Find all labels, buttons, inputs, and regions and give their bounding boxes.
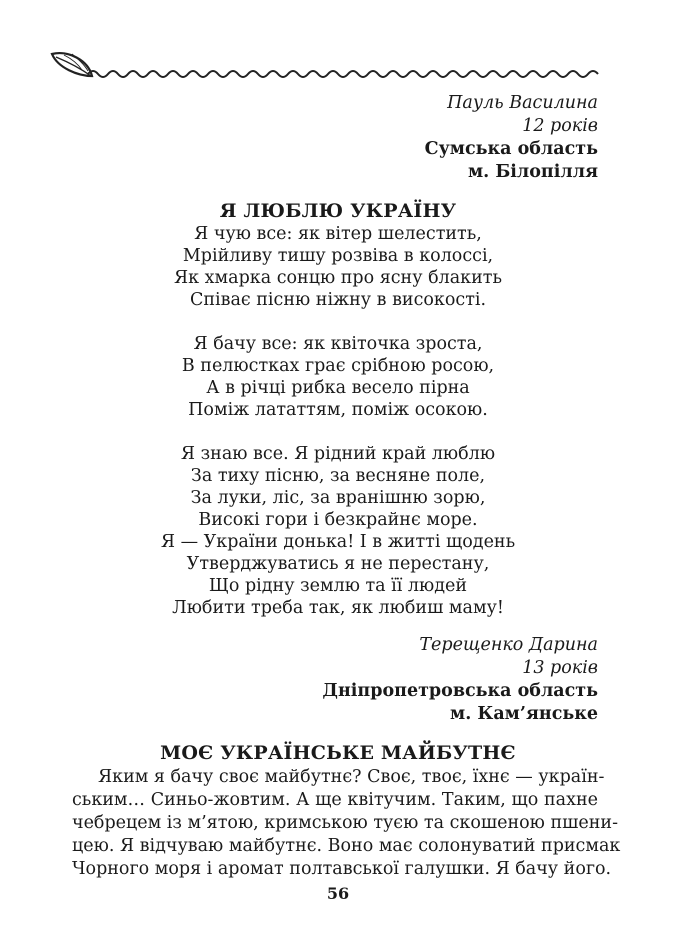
poem-line: Співає пісню ніжну в високості.	[189, 290, 487, 310]
author-name: Терещенко Дарина	[419, 635, 598, 655]
author-city: м. Кам’янське	[450, 704, 598, 724]
wave-line	[88, 71, 598, 77]
author-region: Сумська область	[424, 139, 598, 159]
author-age: 13 років	[522, 658, 598, 678]
author-region: Дніпропетровська область	[322, 681, 598, 701]
poem-line: Високі гори і безкрайнє море.	[198, 510, 478, 530]
poem-line: Я чую все: як вітер шелестить,	[194, 224, 482, 244]
poem-body	[0, 223, 676, 619]
poem-line: Поміж лататтям, поміж осокою.	[188, 400, 488, 420]
poem-line: Любити треба так, як любиш маму!	[172, 598, 504, 618]
header-ornament	[48, 46, 600, 88]
stanza-3	[0, 443, 676, 619]
poem-line: Я бачу все: як квіточка зроста,	[193, 334, 483, 354]
poem-line: Утверджуватись я не перестану,	[186, 554, 490, 574]
page-number: 56	[326, 884, 350, 903]
poem-line: За луки, ліс, за вранішню зорю,	[190, 488, 486, 508]
author-age: 12 років	[522, 116, 598, 136]
leaf-icon	[52, 53, 92, 76]
poem-line: В пелюстках грає срібною росою,	[181, 356, 495, 376]
essay-line: чебрецем із м’ятою, кримською туєю та скошеною пшени-	[72, 813, 619, 833]
essay-line: Чорного моря і аромат полтавської галушки. Я бачу його.	[72, 859, 612, 879]
poem-line: А в річці рибка весело пірна	[206, 378, 470, 398]
poem-line: Що рідну землю та її людей	[208, 576, 468, 596]
essay-title: МОЄ УКРАЇНСЬКЕ МАЙБУТНЄ	[160, 742, 516, 764]
author-city: м. Білопілля	[467, 162, 598, 182]
author-block-1	[425, 92, 598, 184]
poem-line: Мрійливу тишу розвіва в колоссі,	[182, 246, 494, 266]
stanza-1	[0, 223, 676, 311]
poem-line: За тиху пісню, за весняне поле,	[190, 466, 486, 486]
essay-line: цею. Я відчуваю майбутнє. Воно має солонуватий присмак	[72, 836, 621, 856]
essay-body	[72, 766, 621, 881]
author-block-2	[322, 634, 598, 726]
essay-line: ським… Синьо-жовтим. А ще квітучим. Таким, що пахне	[72, 790, 598, 810]
author-name: Пауль Василина	[447, 93, 598, 113]
poem-line: Як хмарка сонцю про ясну блакить	[174, 268, 502, 288]
poem-title: Я ЛЮБЛЮ УКРАЇНУ	[219, 200, 457, 222]
stanza-2	[0, 333, 676, 421]
essay-line: Яким я бачу своє майбутнє? Своє, твоє, їхнє — україн-	[98, 767, 605, 787]
poem-line: Я знаю все. Я рідний край люблю	[180, 444, 496, 464]
poem-line: Я — України донька! І в житті щодень	[160, 532, 516, 552]
